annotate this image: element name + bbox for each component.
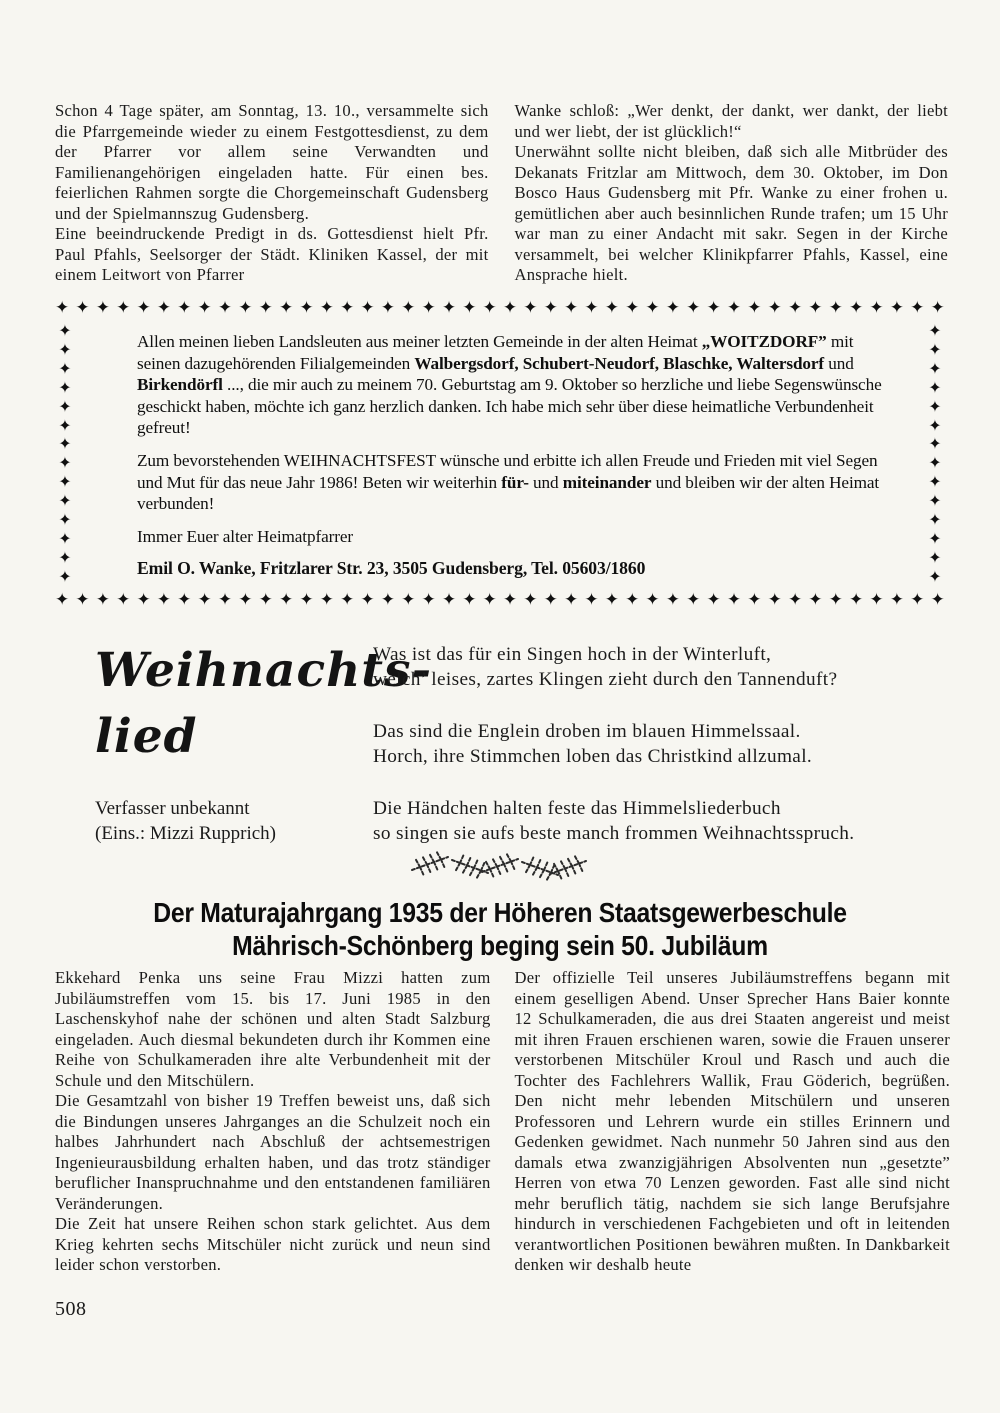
signoff-line: Immer Euer alter Heimatpfarrer bbox=[137, 526, 354, 546]
jubilee-right-column bbox=[515, 968, 951, 1276]
address-line: Emil O. Wanke, Fritzlarer Str. 23, 3505 Gudensberg, Tel. 05603/1860 bbox=[137, 558, 646, 579]
poem-line: Was ist das für ein Singen hoch in der Winterluft, bbox=[373, 644, 772, 665]
stanza bbox=[373, 719, 950, 769]
jubilee-article bbox=[55, 968, 950, 1321]
star-border-box bbox=[55, 298, 945, 610]
paragraph: Schon 4 Tage später, am Sonntag, 13. 10., versammelte sich die Pfarrgemeinde wieder zu einem Festgottesdienst, zu dem der Pfarrer vor allem seine Verwandten und Familienangehörigen eingeladen hatte. Für einen bes. feierlichen Rahmen sorgte die Chorgemeinschaft Gudensberg und der Spielmannszug Gudensberg. bbox=[55, 101, 489, 223]
poem-line: Das sind die Englein droben im blauen Himmelssaal. bbox=[373, 721, 801, 742]
paragraph: Eine beeindruckende Predigt in ds. Gottesdienst hielt Pfr. Paul Pfahls, Seelsorger der Städt. Kliniken Kassel, der mit einem Leitwort von Pfarrer bbox=[55, 224, 489, 284]
jubilee-headline-line2: Mährisch-Schönberg beging sein 50. Jubiläum bbox=[232, 929, 768, 961]
paragraph: Die Zeit hat unsere Reihen schon stark gelichtet. Aus dem Krieg kehrten sechs Mitschüler nicht zurück und neun sind leider schon verstorben. bbox=[55, 1214, 491, 1274]
wish-paragraph: Zum bevorstehenden WEIHNACHTSFEST wünsche und erbitte ich allen Freude und Frieden mit viel Segen und Mut für das neue Jahr 1986! Beten wir weiterhin für- und miteinander und bleiben wir der alten Heimat verbunden! bbox=[137, 450, 880, 514]
paragraph: Unerwähnt sollte nicht bleiben, daß sich alle Mitbrüder des Dekanats Fritzlar am Mittwoch, dem 30. Oktober, im Don Bosco Haus Gudensberg mit Pfr. Wanke zu einer frohen u. gemütlichen aber auch besinnlichen Runde trafen; um 15 Uhr war man zu einer Andacht mit sakr. Segen in der Kirche versammelt, bei welcher Klinikpfarrer Pfahls, Kassel, eine Ansprache hielt. bbox=[514, 142, 948, 284]
star-border-top: ✦ ✦ ✦ ✦ ✦ ✦ ✦ ✦ ✦ ✦ ✦ ✦ ✦ ✦ ✦ ✦ ✦ ✦ ✦ ✦ ✦ ✦ ✦ ✦ ✦ ✦ ✦ ✦ ✦ ✦ ✦ ✦ ✦ ✦ ✦ ✦ ✦ ✦ ✦ ✦ ✦ ✦ ✦ ✦ bbox=[55, 298, 945, 318]
paragraph: Die Gesamtzahl von bisher 19 Treffen beweist uns, daß sich die Bindungen unseres Jahrganges an die Schulzeit noch ein halbes Jahrhundert nach Abschluß der achtsemestrigen Ingenieurausbildung erhalten haben, und das trotz ständiger beruflicher Inanspruchnahme und den entstandenen familiären Veränderungen. bbox=[55, 1091, 491, 1213]
star-border-right: ✦ ✦ ✦ ✦ ✦ ✦ ✦ ✦ ✦ ✦ ✦ ✦ ✦ ✦ bbox=[928, 321, 942, 586]
stanza bbox=[373, 642, 950, 692]
fir-garland-ornament-icon bbox=[410, 836, 590, 891]
top-article-right-column bbox=[515, 101, 949, 286]
song-author-line2: (Eins.: Mizzi Rupprich) bbox=[95, 823, 276, 844]
star-border-bottom: ✦ ✦ ✦ ✦ ✦ ✦ ✦ ✦ ✦ ✦ ✦ ✦ ✦ ✦ ✦ ✦ ✦ ✦ ✦ ✦ ✦ ✦ ✦ ✦ ✦ ✦ ✦ ✦ ✦ ✦ ✦ ✦ ✦ ✦ ✦ ✦ ✦ ✦ ✦ ✦ ✦ ✦ ✦ ✦ bbox=[55, 589, 945, 610]
poem-line: so singen sie aufs beste manch frommen Weihnachtsspruch. bbox=[373, 823, 855, 844]
poem-line: Horch, ihre Stimmchen loben das Christkind allzumal. bbox=[373, 746, 813, 767]
song-title-line1: Weihnachts- bbox=[95, 643, 432, 698]
paragraph: Ekkehard Penka uns seine Frau Mizzi hatten zum Jubiläumstreffen vom 15. bis 17. Juni 1985 in den Laschenskyhof nahe der schönen und alten Stadt Salzburg eingeladen. Auch diesmal bekundeten durch ihr Kommen eine Reihe von Schulkameraden ihre alte Verbundenheit mit der Schule und den Mitschülern. bbox=[55, 968, 491, 1090]
star-border-left: ✦ ✦ ✦ ✦ ✦ ✦ ✦ ✦ ✦ ✦ ✦ ✦ ✦ ✦ bbox=[58, 321, 72, 586]
paragraph: Wanke schloß: „Wer denkt, der dankt, wer dankt, der liebt und wer liebt, der ist glücklich!“ bbox=[514, 101, 948, 141]
greeting-box-content bbox=[75, 317, 925, 591]
song-author-line1: Verfasser unbekannt bbox=[95, 798, 250, 819]
jubilee-headline bbox=[0, 897, 1000, 962]
song-title bbox=[95, 638, 432, 770]
paragraph: Der offizielle Teil unseres Jubiläumstreffens begann mit einem geselligen Abend. Unser Sprecher Hans Baier konnte 12 Schulkameraden, die aus drei Staaten angereist und meist mit ihren Frauen erschienen waren, sowie die Frauen unserer verstorbenen Mitschüler Kroul und Rasch und auch die Tochter des Fachlehrers Wallik, Frau Göderich, begrüßen. Den nicht mehr lebenden Mitschülern und unseren Professoren und Lehrern wurde ein stilles Erinnern und Gedenken gewidmet. Nach nunmehr 50 Jahren sind aus den damals etwa zwanzigjährigen Absolventen nun „gesetzte” Herren von etwa 70 Lenzen geworden. Fast alle sind nicht mehr beruflich tätig, nachdem sie sich lange Berufsjahre hindurch in verschiedenen Fachgebieten und oft in leitenden verantwortlichen Positionen bewähren mußten. In Dankbarkeit denken wir deshalb heute bbox=[514, 968, 950, 1274]
jubilee-left-column bbox=[55, 968, 491, 1276]
greeting-paragraph: Allen meinen lieben Landsleuten aus meiner letzten Gemeinde in der alten Heimat „WOITZDORF” mit seinen dazugehörenden Filialgemeinden Walbergsdorf, Schubert-Neudorf, Blaschke, Waltersdorf und Birkendörfl ..., die mir auch zu meinem 70. Geburtstag am 9. Oktober so herzliche und liebe Segenswünsche geschickt haben, möchte ich ganz herzlich danken. Ich habe mich sehr über diese heimatliche Verbundenheit gefreut! bbox=[137, 332, 882, 438]
page-number: 508 bbox=[55, 1297, 87, 1320]
jubilee-headline-line1: Der Maturajahrgang 1935 der Höheren Staatsgewerbeschule bbox=[153, 897, 847, 928]
poem-line: Die Händchen halten feste das Himmelsliederbuch bbox=[373, 798, 781, 819]
poem-line: welch’ leises, zartes Klingen zieht durch den Tannenduft? bbox=[373, 669, 838, 690]
song-title-line2: lied bbox=[95, 709, 198, 764]
top-article-left-column bbox=[55, 101, 489, 286]
top-article bbox=[55, 101, 948, 286]
song-author bbox=[95, 796, 373, 846]
